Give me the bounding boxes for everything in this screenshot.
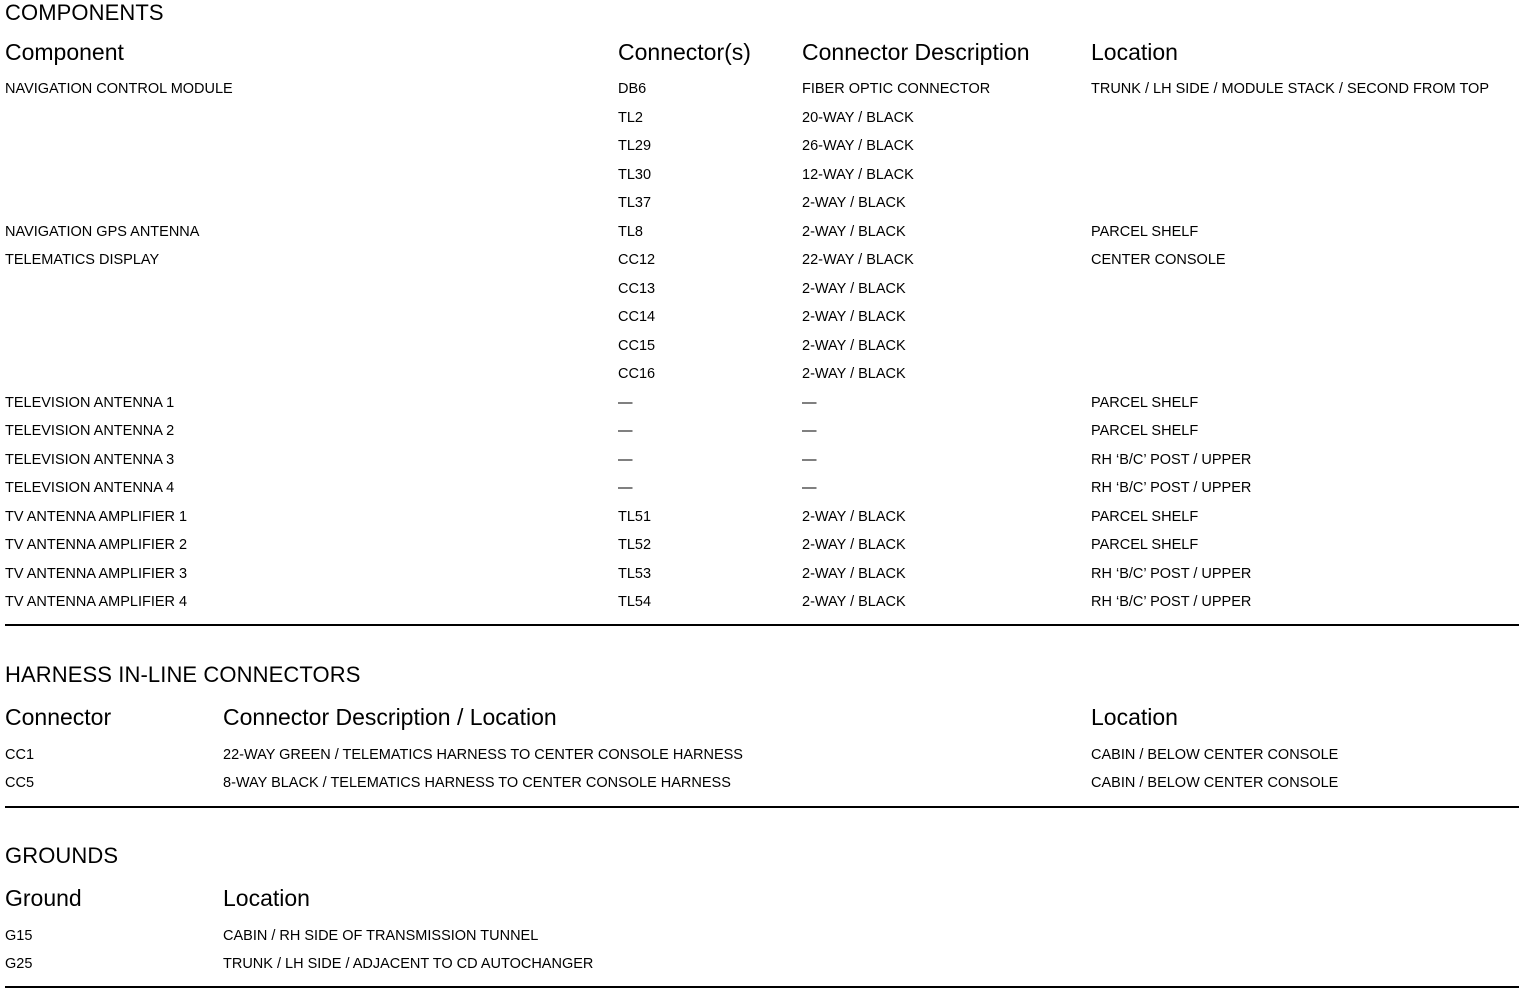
grounds-cell-location: CABIN / RH SIDE OF TRANSMISSION TUNNEL bbox=[223, 928, 539, 944]
components-cell-connector: — bbox=[618, 451, 633, 468]
components-cell-location: PARCEL SHELF bbox=[1091, 423, 1199, 439]
components-cell-component: TV ANTENNA AMPLIFIER 4 bbox=[5, 594, 188, 610]
harness-cell-location: CABIN / BELOW CENTER CONSOLE bbox=[1091, 747, 1339, 763]
components-cell-description: — bbox=[802, 451, 817, 468]
harness-cell-connector: CC1 bbox=[5, 747, 35, 763]
components-cell-description: 12-WAY / BLACK bbox=[802, 166, 914, 183]
components-cell-location: RH ‘B/C’ POST / UPPER bbox=[1091, 594, 1252, 610]
components-cell-connector: TL54 bbox=[618, 594, 652, 610]
components-cell-component: TELEVISION ANTENNA 4 bbox=[5, 480, 175, 496]
components-cell-component: TELEVISION ANTENNA 2 bbox=[5, 423, 175, 439]
components-cell-connector: CC14 bbox=[618, 309, 656, 325]
components-cell-connector: TL8 bbox=[618, 223, 643, 240]
components-cell-connector: — bbox=[618, 423, 633, 439]
components-cell-description: 2-WAY / BLACK bbox=[802, 337, 906, 354]
components-cell-connector: CC12 bbox=[618, 252, 656, 268]
components-cell-description: — bbox=[802, 480, 817, 496]
components-cell-connector: CC13 bbox=[618, 280, 656, 297]
components-cell-connector: TL30 bbox=[618, 166, 652, 183]
components-cell-connector: CC16 bbox=[618, 366, 656, 382]
components-cell-connector: TL37 bbox=[618, 195, 652, 211]
components-cell-description: FIBER OPTIC CONNECTOR bbox=[802, 81, 991, 97]
components-cell-location: PARCEL SHELF bbox=[1091, 508, 1199, 525]
components-cell-description: 2-WAY / BLACK bbox=[802, 309, 906, 325]
components-cell-connector: TL2 bbox=[618, 109, 643, 126]
components-cell-location: CENTER CONSOLE bbox=[1091, 252, 1226, 268]
harness-cell-location: CABIN / BELOW CENTER CONSOLE bbox=[1091, 775, 1339, 791]
components-cell-description: 2-WAY / BLACK bbox=[802, 537, 906, 553]
components-header-connectors: Connector(s) bbox=[618, 39, 751, 65]
harness-header-description: Connector Description / Location bbox=[223, 704, 557, 730]
section-divider bbox=[5, 806, 1519, 808]
components-cell-description: 2-WAY / BLACK bbox=[802, 366, 906, 382]
components-cell-description: 20-WAY / BLACK bbox=[802, 109, 914, 126]
components-cell-description: 2-WAY / BLACK bbox=[802, 280, 906, 297]
components-cell-description: 2-WAY / BLACK bbox=[802, 508, 906, 525]
harness-cell-description: 8-WAY BLACK / TELEMATICS HARNESS TO CENTER CONSOLE HARNESS bbox=[223, 775, 731, 791]
components-cell-location: TRUNK / LH SIDE / MODULE STACK / SECOND FROM TOP bbox=[1091, 81, 1489, 97]
components-cell-description: 2-WAY / BLACK bbox=[802, 594, 906, 610]
components-cell-location: RH ‘B/C’ POST / UPPER bbox=[1091, 565, 1252, 582]
harness-cell-connector: CC5 bbox=[5, 775, 35, 791]
components-cell-connector: TL29 bbox=[618, 138, 652, 154]
harness-title: HARNESS IN-LINE CONNECTORS bbox=[5, 662, 361, 687]
components-title: COMPONENTS bbox=[5, 0, 164, 25]
harness-cell-description: 22-WAY GREEN / TELEMATICS HARNESS TO CENTER CONSOLE HARNESS bbox=[223, 747, 743, 763]
grounds-cell-ground: G25 bbox=[5, 956, 33, 972]
section-divider bbox=[5, 986, 1519, 988]
harness-header-location: Location bbox=[1091, 704, 1178, 730]
components-cell-connector: CC15 bbox=[618, 337, 656, 354]
components-cell-component: TV ANTENNA AMPLIFIER 2 bbox=[5, 537, 188, 553]
components-header-location: Location bbox=[1091, 39, 1178, 65]
components-cell-component: TV ANTENNA AMPLIFIER 1 bbox=[5, 508, 188, 525]
components-cell-connector: — bbox=[618, 480, 633, 496]
components-cell-component: TV ANTENNA AMPLIFIER 3 bbox=[5, 565, 188, 582]
grounds-cell-ground: G15 bbox=[5, 928, 33, 944]
components-cell-location: PARCEL SHELF bbox=[1091, 537, 1199, 553]
components-header-description: Connector Description bbox=[802, 39, 1030, 65]
components-cell-description: 2-WAY / BLACK bbox=[802, 195, 906, 211]
grounds-title: GROUNDS bbox=[5, 843, 119, 868]
components-cell-component: NAVIGATION GPS ANTENNA bbox=[5, 223, 200, 240]
components-cell-description: 2-WAY / BLACK bbox=[802, 223, 906, 240]
components-cell-location: PARCEL SHELF bbox=[1091, 394, 1199, 411]
components-cell-description: 22-WAY / BLACK bbox=[802, 252, 914, 268]
components-cell-location: RH ‘B/C’ POST / UPPER bbox=[1091, 451, 1252, 468]
components-cell-connector: TL52 bbox=[618, 537, 652, 553]
components-cell-component: TELEVISION ANTENNA 3 bbox=[5, 451, 175, 468]
components-cell-connector: TL51 bbox=[618, 508, 652, 525]
components-cell-component: TELEVISION ANTENNA 1 bbox=[5, 394, 175, 411]
components-cell-connector: DB6 bbox=[618, 81, 647, 97]
components-cell-connector: — bbox=[618, 394, 633, 411]
components-cell-description: 2-WAY / BLACK bbox=[802, 565, 906, 582]
components-cell-component: NAVIGATION CONTROL MODULE bbox=[5, 81, 233, 97]
harness-header-connector: Connector bbox=[5, 704, 112, 730]
components-cell-location: PARCEL SHELF bbox=[1091, 223, 1199, 240]
grounds-cell-location: TRUNK / LH SIDE / ADJACENT TO CD AUTOCHANGER bbox=[223, 956, 594, 972]
components-cell-description: 26-WAY / BLACK bbox=[802, 138, 914, 154]
components-cell-description: — bbox=[802, 394, 817, 411]
grounds-header-location: Location bbox=[223, 885, 310, 911]
components-cell-location: RH ‘B/C’ POST / UPPER bbox=[1091, 480, 1252, 496]
section-divider bbox=[5, 624, 1519, 626]
components-cell-description: — bbox=[802, 423, 817, 439]
components-cell-component: TELEMATICS DISPLAY bbox=[5, 252, 160, 268]
components-header-component: Component bbox=[5, 39, 124, 65]
components-cell-connector: TL53 bbox=[618, 565, 652, 582]
grounds-header-ground: Ground bbox=[5, 885, 82, 911]
